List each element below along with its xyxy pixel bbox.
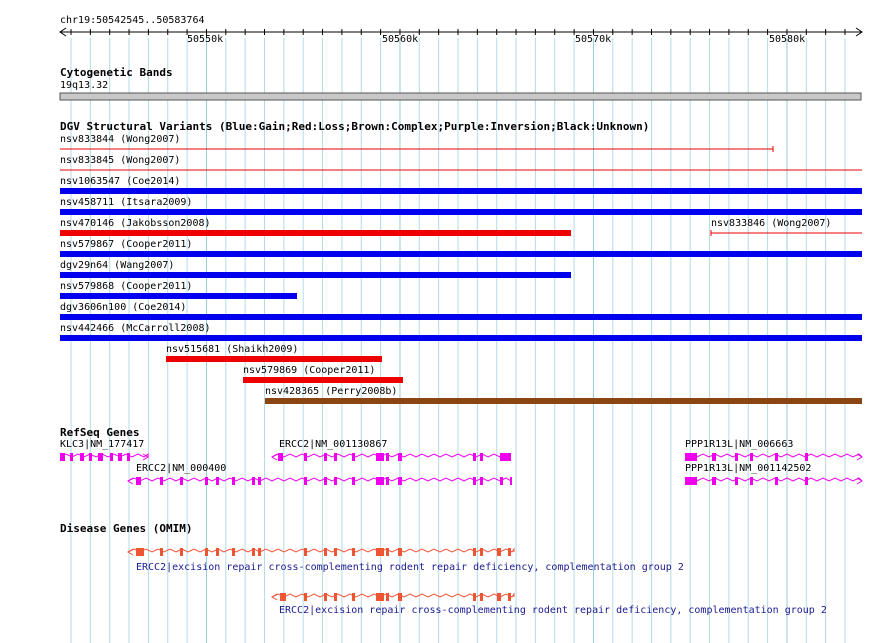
ercc2-gene-exon[interactable] — [386, 477, 389, 485]
omim-ercc2-gene-exon[interactable] — [324, 548, 327, 556]
omim-ercc2-gene-exon[interactable] — [480, 548, 483, 556]
ercc2-long-gene-exon[interactable] — [376, 453, 384, 461]
ruler-tick-label: 50550k — [187, 34, 224, 45]
variant-label[interactable]: nsv833846 (Wong2007) — [711, 218, 832, 229]
ppp1r13l-gene-exon[interactable] — [712, 453, 716, 461]
omim-ercc2-alt-gene-exon[interactable] — [280, 593, 286, 601]
variant-bar[interactable] — [243, 377, 403, 383]
ercc2-gene-exon[interactable] — [258, 477, 261, 485]
variant-label[interactable]: nsv442466 (McCarroll2008) — [60, 323, 211, 334]
ppp1r13l-alt-gene-exon[interactable] — [775, 477, 778, 485]
klc3-gene-exon[interactable] — [70, 453, 73, 461]
ppp1r13l-gene-exon[interactable] — [685, 453, 697, 461]
variant-bar[interactable] — [60, 209, 862, 215]
gene-label[interactable]: ERCC2|NM_001130867 — [279, 439, 388, 450]
ppp1r13l-alt-gene-exon[interactable] — [712, 477, 716, 485]
variant-label[interactable]: nsv470146 (Jakobsson2008) — [60, 218, 211, 229]
ppp1r13l-gene-exon[interactable] — [775, 453, 778, 461]
variant-label[interactable]: nsv579869 (Cooper2011) — [243, 365, 376, 376]
ruler-tick-label: 50570k — [575, 34, 612, 45]
dgv-track-title[interactable]: DGV Structural Variants (Blue:Gain;Red:Loss;Brown:Complex;Purple:Inversion;Black:Unknown) — [60, 120, 650, 133]
variant-bar[interactable] — [60, 251, 862, 257]
ppp1r13l-alt-gene-intron — [685, 478, 862, 481]
ercc2-gene-exon[interactable] — [500, 477, 503, 485]
omim-ercc2-gene-exon[interactable] — [252, 548, 255, 556]
ercc2-long-gene-exon[interactable] — [480, 453, 483, 461]
ercc2-gene-exon[interactable] — [376, 477, 384, 485]
ppp1r13l-alt-gene-exon[interactable] — [805, 477, 808, 485]
ercc2-gene-exon[interactable] — [136, 477, 141, 485]
variant-label[interactable]: dgv29n64 (Wang2007) — [60, 260, 175, 271]
ercc2-long-gene-exon[interactable] — [473, 453, 476, 461]
ercc2-gene-exon[interactable] — [510, 477, 512, 485]
klc3-gene-exon[interactable] — [89, 453, 92, 461]
variant-label[interactable]: nsv579868 (Cooper2011) — [60, 281, 193, 292]
omim-ercc2-gene-intron — [128, 549, 514, 552]
refseq-track-title[interactable]: RefSeq Genes — [60, 426, 140, 439]
ercc2-long-gene-exon[interactable] — [324, 453, 327, 461]
klc3-gene-exon[interactable] — [118, 453, 122, 461]
ercc2-gene-exon[interactable] — [180, 477, 183, 485]
disease-gene-label[interactable]: ERCC2|excision repair cross-complementing rodent repair deficiency, complementation group 2 — [279, 605, 827, 616]
omim-ercc2-gene-exon[interactable] — [136, 548, 144, 556]
ercc2-gene-exon[interactable] — [324, 477, 327, 485]
omim-ercc2-alt-gene-exon[interactable] — [324, 593, 327, 601]
ppp1r13l-gene-intron — [685, 454, 862, 457]
variant-bar[interactable] — [60, 335, 862, 341]
omim-ercc2-gene-exon[interactable] — [508, 548, 511, 556]
omim-ercc2-gene-exon[interactable] — [497, 548, 501, 556]
omim-ercc2-gene-exon[interactable] — [473, 548, 476, 556]
ercc2-gene-exon[interactable] — [304, 477, 307, 485]
variant-bar[interactable] — [265, 398, 862, 404]
ppp1r13l-gene-exon[interactable] — [750, 453, 753, 461]
omim-ercc2-gene-exon[interactable] — [258, 548, 261, 556]
variant-bar[interactable] — [60, 293, 297, 299]
variant-bar[interactable] — [60, 188, 862, 194]
omim-ercc2-gene-exon[interactable] — [304, 548, 307, 556]
region-label: chr19:50542545..50583764 — [60, 15, 205, 26]
cytoband-track-title[interactable]: Cytogenetic Bands — [60, 66, 173, 79]
omim-ercc2-gene-exon[interactable] — [180, 548, 183, 556]
omim-ercc2-gene-exon[interactable] — [232, 548, 235, 556]
variant-label[interactable]: dgv3606n100 (Coe2014) — [60, 302, 187, 313]
omim-track-title[interactable]: Disease Genes (OMIM) — [60, 522, 193, 535]
variant-label[interactable]: nsv833844 (Wong2007) — [60, 134, 181, 145]
ercc2-long-gene-exon[interactable] — [304, 453, 307, 461]
ercc2-long-gene-exon[interactable] — [500, 453, 511, 461]
variant-label[interactable]: nsv1063547 (Coe2014) — [60, 176, 181, 187]
ppp1r13l-alt-gene-exon[interactable] — [735, 477, 738, 485]
variant-label[interactable]: nsv579867 (Cooper2011) — [60, 239, 193, 250]
omim-ercc2-gene-exon[interactable] — [386, 548, 389, 556]
klc3-gene-exon[interactable] — [60, 453, 65, 461]
variant-bar[interactable] — [60, 314, 862, 320]
ercc2-gene-exon[interactable] — [205, 477, 208, 485]
variant-label[interactable]: nsv515681 (Shaikh2009) — [166, 344, 299, 355]
ercc2-gene-exon[interactable] — [480, 477, 483, 485]
ercc2-gene-exon[interactable] — [398, 477, 402, 485]
ercc2-long-gene-exon[interactable] — [386, 453, 389, 461]
omim-ercc2-alt-gene-exon[interactable] — [497, 593, 501, 601]
omim-ercc2-alt-gene-exon[interactable] — [352, 593, 355, 601]
ercc2-long-gene-exon[interactable] — [352, 453, 355, 461]
ppp1r13l-alt-gene-exon[interactable] — [685, 477, 697, 485]
ercc2-long-gene-exon[interactable] — [278, 453, 283, 461]
ppp1r13l-alt-gene-exon[interactable] — [750, 477, 753, 485]
ruler-tick-label: 50560k — [382, 34, 419, 45]
variant-bar[interactable] — [60, 230, 571, 236]
ercc2-gene-intron — [128, 478, 511, 481]
klc3-gene-exon[interactable] — [98, 453, 103, 461]
klc3-gene-intron — [60, 454, 148, 457]
variant-label[interactable]: nsv833845 (Wong2007) — [60, 155, 181, 166]
ercc2-gene-exon[interactable] — [232, 477, 235, 485]
omim-ercc2-alt-gene-exon[interactable] — [376, 593, 384, 601]
omim-ercc2-alt-gene-exon[interactable] — [386, 593, 389, 601]
klc3-gene-exon[interactable] — [110, 453, 113, 461]
cytoband-label: 19q13.32 — [60, 80, 109, 91]
omim-ercc2-alt-gene-exon[interactable] — [473, 593, 476, 601]
ercc2-gene-exon[interactable] — [160, 477, 163, 485]
klc3-gene-exon[interactable] — [80, 453, 84, 461]
variant-label[interactable]: nsv428365 (Perry2008b) — [265, 386, 398, 397]
ercc2-gene-exon[interactable] — [252, 477, 255, 485]
gene-label[interactable]: PPP1R13L|NM_001142502 — [685, 463, 812, 474]
ercc2-gene-exon[interactable] — [352, 477, 355, 485]
omim-ercc2-gene-exon[interactable] — [334, 548, 337, 556]
disease-gene-label[interactable]: ERCC2|excision repair cross-complementing rodent repair deficiency, complementation group 2 — [136, 562, 684, 573]
omim-ercc2-alt-gene-exon[interactable] — [508, 593, 511, 601]
variant-bar[interactable] — [60, 272, 571, 278]
gene-label[interactable]: KLC3|NM_177417 — [60, 439, 145, 450]
ruler-tick-label: 50580k — [769, 34, 806, 45]
variant-label[interactable]: nsv458711 (Itsara2009) — [60, 197, 193, 208]
ppp1r13l-gene-exon[interactable] — [805, 453, 808, 461]
cytoband-bar[interactable] — [60, 93, 861, 100]
omim-ercc2-gene-exon[interactable] — [352, 548, 355, 556]
gene-label[interactable]: ERCC2|NM_000400 — [136, 463, 227, 474]
ercc2-long-gene-exon[interactable] — [334, 453, 337, 461]
omim-ercc2-gene-exon[interactable] — [216, 548, 219, 556]
omim-ercc2-alt-gene-exon[interactable] — [334, 593, 337, 601]
omim-ercc2-alt-gene-exon[interactable] — [480, 593, 483, 601]
omim-ercc2-alt-gene-exon[interactable] — [304, 593, 307, 601]
ppp1r13l-gene-exon[interactable] — [735, 453, 738, 461]
omim-ercc2-gene-exon[interactable] — [160, 548, 163, 556]
ercc2-gene-exon[interactable] — [216, 477, 219, 485]
ercc2-gene-exon[interactable] — [334, 477, 337, 485]
strand-arrow-icon — [272, 454, 277, 460]
omim-ercc2-alt-gene-exon[interactable] — [398, 593, 402, 601]
gene-label[interactable]: PPP1R13L|NM_006663 — [685, 439, 794, 450]
omim-ercc2-gene-exon[interactable] — [205, 548, 208, 556]
variant-bar[interactable] — [166, 356, 382, 362]
omim-ercc2-gene-exon[interactable] — [376, 548, 384, 556]
ercc2-gene-exon[interactable] — [473, 477, 476, 485]
klc3-gene-exon[interactable] — [127, 453, 130, 461]
strand-arrow-icon — [272, 594, 277, 600]
omim-ercc2-gene-exon[interactable] — [398, 548, 402, 556]
ercc2-long-gene-exon[interactable] — [398, 453, 402, 461]
